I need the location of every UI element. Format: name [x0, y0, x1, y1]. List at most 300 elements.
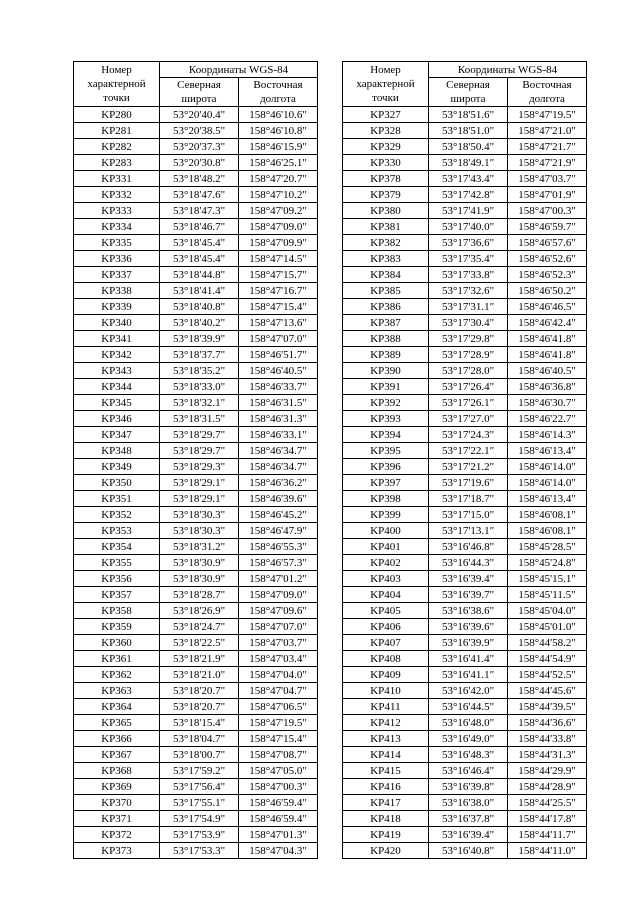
longitude-cell: 158°47'09.2" [239, 203, 318, 219]
latitude-cell: 53°18'44.8" [160, 267, 239, 283]
table-row [343, 203, 587, 219]
table-row [343, 331, 587, 347]
point-id-cell: KP351 [74, 491, 160, 507]
longitude-cell: 158°47'14.5" [239, 251, 318, 267]
longitude-cell: 158°46'13.4" [508, 491, 587, 507]
table-row [343, 715, 587, 731]
longitude-cell: 158°47'16.7" [239, 283, 318, 299]
table-row [74, 299, 318, 315]
point-id-cell: KP408 [343, 651, 429, 667]
point-id-cell: KP399 [343, 507, 429, 523]
header-east-lon: Восточная долгота [508, 78, 587, 107]
table-row [74, 395, 318, 411]
latitude-cell: 53°18'00.7" [160, 747, 239, 763]
table-row [343, 251, 587, 267]
longitude-cell: 158°46'40.5" [239, 363, 318, 379]
table-row [343, 619, 587, 635]
latitude-cell: 53°18'26.9" [160, 603, 239, 619]
table-row [74, 699, 318, 715]
latitude-cell: 53°17'56.4" [160, 779, 239, 795]
point-id-cell: KP336 [74, 251, 160, 267]
table-row [74, 667, 318, 683]
longitude-cell: 158°46'42.4" [508, 315, 587, 331]
point-id-cell: KP355 [74, 555, 160, 571]
latitude-cell: 53°17'43.4" [429, 171, 508, 187]
latitude-cell: 53°16'39.9" [429, 635, 508, 651]
header-north-lat: Северная широта [429, 78, 508, 107]
table-row [74, 523, 318, 539]
point-id-cell: KP358 [74, 603, 160, 619]
table-row [74, 107, 318, 123]
longitude-cell: 158°46'40.5" [508, 363, 587, 379]
header-east-lon: Восточная долгота [239, 78, 318, 107]
latitude-cell: 53°16'48.0" [429, 715, 508, 731]
table-row [74, 715, 318, 731]
table-row [343, 731, 587, 747]
latitude-cell: 53°16'39.7" [429, 587, 508, 603]
point-id-cell: KP387 [343, 315, 429, 331]
header-point-number: Номер характерной точки [74, 62, 160, 107]
table-row [74, 795, 318, 811]
latitude-cell: 53°16'39.4" [429, 571, 508, 587]
point-id-cell: KP282 [74, 139, 160, 155]
point-id-cell: KP404 [343, 587, 429, 603]
point-id-cell: KP344 [74, 379, 160, 395]
point-id-cell: KP369 [74, 779, 160, 795]
latitude-cell: 53°17'13.1" [429, 523, 508, 539]
longitude-cell: 158°46'30.7" [508, 395, 587, 411]
point-id-cell: KP357 [74, 587, 160, 603]
point-id-cell: KP364 [74, 699, 160, 715]
latitude-cell: 53°16'41.1" [429, 667, 508, 683]
table-row [343, 571, 587, 587]
point-id-cell: KP329 [343, 139, 429, 155]
table-row [343, 459, 587, 475]
longitude-cell: 158°46'33.1" [239, 427, 318, 443]
longitude-cell: 158°44'11.7" [508, 827, 587, 843]
point-id-cell: KP330 [343, 155, 429, 171]
longitude-cell: 158°46'55.3" [239, 539, 318, 555]
longitude-cell: 158°46'57.6" [508, 235, 587, 251]
longitude-cell: 158°45'04.0" [508, 603, 587, 619]
table-row [343, 795, 587, 811]
point-id-cell: KP360 [74, 635, 160, 651]
longitude-cell: 158°46'08.1" [508, 523, 587, 539]
longitude-cell: 158°46'39.6" [239, 491, 318, 507]
longitude-cell: 158°44'36.6" [508, 715, 587, 731]
table-row [343, 363, 587, 379]
latitude-cell: 53°17'32.6" [429, 283, 508, 299]
point-id-cell: KP403 [343, 571, 429, 587]
latitude-cell: 53°18'30.3" [160, 523, 239, 539]
table-row [343, 267, 587, 283]
table-row [74, 587, 318, 603]
point-id-cell: KP398 [343, 491, 429, 507]
table-row [74, 827, 318, 843]
point-id-cell: KP382 [343, 235, 429, 251]
longitude-cell: 158°47'03.7" [239, 635, 318, 651]
point-id-cell: KP419 [343, 827, 429, 843]
point-id-cell: KP350 [74, 475, 160, 491]
table-row [343, 475, 587, 491]
table-row [74, 123, 318, 139]
point-id-cell: KP385 [343, 283, 429, 299]
table-row [343, 235, 587, 251]
longitude-cell: 158°47'01.2" [239, 571, 318, 587]
latitude-cell: 53°18'45.4" [160, 251, 239, 267]
point-id-cell: KP400 [343, 523, 429, 539]
table-body-left [74, 107, 318, 859]
table-row [74, 251, 318, 267]
table-row [343, 395, 587, 411]
table-row [343, 123, 587, 139]
longitude-cell: 158°45'24.8" [508, 555, 587, 571]
latitude-cell: 53°17'42.8" [429, 187, 508, 203]
longitude-cell: 158°46'34.7" [239, 459, 318, 475]
latitude-cell: 53°18'04.7" [160, 731, 239, 747]
longitude-cell: 158°46'31.5" [239, 395, 318, 411]
table-row [343, 155, 587, 171]
longitude-cell: 158°44'39.5" [508, 699, 587, 715]
longitude-cell: 158°47'15.4" [239, 731, 318, 747]
latitude-cell: 53°18'51.0" [429, 123, 508, 139]
point-id-cell: KP420 [343, 843, 429, 859]
longitude-cell: 158°47'00.3" [508, 203, 587, 219]
point-id-cell: KP386 [343, 299, 429, 315]
latitude-cell: 53°16'40.8" [429, 843, 508, 859]
latitude-cell: 53°17'28.9" [429, 347, 508, 363]
longitude-cell: 158°44'29.9" [508, 763, 587, 779]
longitude-cell: 158°46'50.2" [508, 283, 587, 299]
longitude-cell: 158°46'41.8" [508, 331, 587, 347]
point-id-cell: KP371 [74, 811, 160, 827]
longitude-cell: 158°46'22.7" [508, 411, 587, 427]
table-row [343, 523, 587, 539]
latitude-cell: 53°18'41.4" [160, 283, 239, 299]
table-row [343, 283, 587, 299]
table-row [343, 667, 587, 683]
table-row [74, 811, 318, 827]
latitude-cell: 53°17'33.8" [429, 267, 508, 283]
point-id-cell: KP397 [343, 475, 429, 491]
longitude-cell: 158°46'51.7" [239, 347, 318, 363]
latitude-cell: 53°18'48.2" [160, 171, 239, 187]
point-id-cell: KP339 [74, 299, 160, 315]
point-id-cell: KP418 [343, 811, 429, 827]
longitude-cell: 158°46'36.2" [239, 475, 318, 491]
longitude-cell: 158°45'01.0" [508, 619, 587, 635]
latitude-cell: 53°20'38.5" [160, 123, 239, 139]
table-row [343, 219, 587, 235]
table-row [343, 843, 587, 859]
point-id-cell: KP416 [343, 779, 429, 795]
latitude-cell: 53°18'29.1" [160, 475, 239, 491]
latitude-cell: 53°16'42.0" [429, 683, 508, 699]
table-row [74, 731, 318, 747]
table-row [74, 747, 318, 763]
table-row [343, 427, 587, 443]
latitude-cell: 53°18'20.7" [160, 699, 239, 715]
longitude-cell: 158°46'13.4" [508, 443, 587, 459]
latitude-cell: 53°16'49.0" [429, 731, 508, 747]
latitude-cell: 53°18'29.7" [160, 443, 239, 459]
table-row [343, 443, 587, 459]
latitude-cell: 53°17'29.8" [429, 331, 508, 347]
latitude-cell: 53°16'39.8" [429, 779, 508, 795]
point-id-cell: KP341 [74, 331, 160, 347]
latitude-cell: 53°18'32.1" [160, 395, 239, 411]
point-id-cell: KP396 [343, 459, 429, 475]
longitude-cell: 158°46'10.6" [239, 107, 318, 123]
longitude-cell: 158°46'14.0" [508, 475, 587, 491]
longitude-cell: 158°46'14.3" [508, 427, 587, 443]
latitude-cell: 53°18'29.1" [160, 491, 239, 507]
point-id-cell: KP349 [74, 459, 160, 475]
longitude-cell: 158°47'09.6" [239, 603, 318, 619]
point-id-cell: KP412 [343, 715, 429, 731]
latitude-cell: 53°18'50.4" [429, 139, 508, 155]
table-row [74, 267, 318, 283]
latitude-cell: 53°17'30.4" [429, 315, 508, 331]
point-id-cell: KP366 [74, 731, 160, 747]
latitude-cell: 53°17'55.1" [160, 795, 239, 811]
point-id-cell: KP410 [343, 683, 429, 699]
latitude-cell: 53°17'27.0" [429, 411, 508, 427]
longitude-cell: 158°46'10.8" [239, 123, 318, 139]
point-id-cell: KP335 [74, 235, 160, 251]
point-id-cell: KP342 [74, 347, 160, 363]
point-id-cell: KP327 [343, 107, 429, 123]
point-id-cell: KP407 [343, 635, 429, 651]
latitude-cell: 53°20'30.8" [160, 155, 239, 171]
longitude-cell: 158°44'28.9" [508, 779, 587, 795]
longitude-cell: 158°46'15.9" [239, 139, 318, 155]
point-id-cell: KP343 [74, 363, 160, 379]
table-row [74, 555, 318, 571]
table-row [74, 651, 318, 667]
point-id-cell: KP338 [74, 283, 160, 299]
table-row [343, 187, 587, 203]
point-id-cell: KP372 [74, 827, 160, 843]
point-id-cell: KP392 [343, 395, 429, 411]
table-row [74, 187, 318, 203]
longitude-cell: 158°47'00.3" [239, 779, 318, 795]
point-id-cell: KP283 [74, 155, 160, 171]
table-row [74, 171, 318, 187]
point-id-cell: KP380 [343, 203, 429, 219]
longitude-cell: 158°47'01.9" [508, 187, 587, 203]
point-id-cell: KP395 [343, 443, 429, 459]
point-id-cell: KP348 [74, 443, 160, 459]
point-id-cell: KP417 [343, 795, 429, 811]
table-row [343, 379, 587, 395]
point-id-cell: KP328 [343, 123, 429, 139]
table-row [74, 475, 318, 491]
longitude-cell: 158°47'13.6" [239, 315, 318, 331]
table-row [74, 603, 318, 619]
table-row [74, 635, 318, 651]
longitude-cell: 158°47'15.7" [239, 267, 318, 283]
point-id-cell: KP370 [74, 795, 160, 811]
latitude-cell: 53°16'46.4" [429, 763, 508, 779]
table-row [343, 603, 587, 619]
table-row [74, 315, 318, 331]
point-id-cell: KP384 [343, 267, 429, 283]
table-body-right [343, 107, 587, 859]
latitude-cell: 53°16'44.5" [429, 699, 508, 715]
table-row [343, 587, 587, 603]
latitude-cell: 53°16'38.6" [429, 603, 508, 619]
point-id-cell: KP381 [343, 219, 429, 235]
longitude-cell: 158°45'11.5" [508, 587, 587, 603]
longitude-cell: 158°44'11.0" [508, 843, 587, 859]
latitude-cell: 53°17'24.3" [429, 427, 508, 443]
longitude-cell: 158°47'04.0" [239, 667, 318, 683]
table-row [74, 539, 318, 555]
latitude-cell: 53°17'19.6" [429, 475, 508, 491]
point-id-cell: KP390 [343, 363, 429, 379]
longitude-cell: 158°44'17.8" [508, 811, 587, 827]
latitude-cell: 53°16'39.6" [429, 619, 508, 635]
point-id-cell: KP281 [74, 123, 160, 139]
longitude-cell: 158°44'33.8" [508, 731, 587, 747]
point-id-cell: KP411 [343, 699, 429, 715]
latitude-cell: 53°17'22.1" [429, 443, 508, 459]
table-row [343, 299, 587, 315]
longitude-cell: 158°45'15.1" [508, 571, 587, 587]
longitude-cell: 158°46'08.1" [508, 507, 587, 523]
longitude-cell: 158°46'31.3" [239, 411, 318, 427]
longitude-cell: 158°47'04.7" [239, 683, 318, 699]
latitude-cell: 53°16'37.8" [429, 811, 508, 827]
latitude-cell: 53°18'47.3" [160, 203, 239, 219]
table-row [343, 635, 587, 651]
point-id-cell: KP346 [74, 411, 160, 427]
longitude-cell: 158°46'47.9" [239, 523, 318, 539]
point-id-cell: KP415 [343, 763, 429, 779]
table-row [74, 507, 318, 523]
point-id-cell: KP353 [74, 523, 160, 539]
table-row [74, 683, 318, 699]
table-row [74, 571, 318, 587]
latitude-cell: 53°18'33.0" [160, 379, 239, 395]
table-row [74, 219, 318, 235]
table-row [74, 411, 318, 427]
longitude-cell: 158°46'46.5" [508, 299, 587, 315]
latitude-cell: 53°17'31.1" [429, 299, 508, 315]
table-row [343, 107, 587, 123]
point-id-cell: KP391 [343, 379, 429, 395]
point-id-cell: KP394 [343, 427, 429, 443]
latitude-cell: 53°18'15.4" [160, 715, 239, 731]
table-row [343, 347, 587, 363]
latitude-cell: 53°18'22.5" [160, 635, 239, 651]
table-row [74, 363, 318, 379]
point-id-cell: KP383 [343, 251, 429, 267]
table-row [74, 155, 318, 171]
longitude-cell: 158°46'59.7" [508, 219, 587, 235]
latitude-cell: 53°18'28.7" [160, 587, 239, 603]
longitude-cell: 158°47'09.0" [239, 587, 318, 603]
latitude-cell: 53°20'37.3" [160, 139, 239, 155]
longitude-cell: 158°46'59.4" [239, 795, 318, 811]
point-id-cell: KP361 [74, 651, 160, 667]
header-coords-title: Координаты WGS-84 [429, 62, 587, 78]
latitude-cell: 53°16'48.3" [429, 747, 508, 763]
point-id-cell: KP280 [74, 107, 160, 123]
longitude-cell: 158°47'19.5" [239, 715, 318, 731]
latitude-cell: 53°16'41.4" [429, 651, 508, 667]
latitude-cell: 53°17'59.2" [160, 763, 239, 779]
table-row [343, 779, 587, 795]
table-row [74, 347, 318, 363]
point-id-cell: KP340 [74, 315, 160, 331]
latitude-cell: 53°17'53.3" [160, 843, 239, 859]
latitude-cell: 53°18'21.0" [160, 667, 239, 683]
longitude-cell: 158°47'05.0" [239, 763, 318, 779]
latitude-cell: 53°18'47.6" [160, 187, 239, 203]
point-id-cell: KP331 [74, 171, 160, 187]
latitude-cell: 53°18'29.7" [160, 427, 239, 443]
latitude-cell: 53°18'30.9" [160, 555, 239, 571]
longitude-cell: 158°46'41.8" [508, 347, 587, 363]
longitude-cell: 158°46'34.7" [239, 443, 318, 459]
point-id-cell: KP345 [74, 395, 160, 411]
latitude-cell: 53°18'31.5" [160, 411, 239, 427]
latitude-cell: 53°17'26.1" [429, 395, 508, 411]
point-id-cell: KP401 [343, 539, 429, 555]
longitude-cell: 158°47'07.0" [239, 619, 318, 635]
longitude-cell: 158°47'21.7" [508, 139, 587, 155]
latitude-cell: 53°18'21.9" [160, 651, 239, 667]
longitude-cell: 158°47'09.9" [239, 235, 318, 251]
latitude-cell: 53°17'41.9" [429, 203, 508, 219]
point-id-cell: KP367 [74, 747, 160, 763]
longitude-cell: 158°47'03.4" [239, 651, 318, 667]
latitude-cell: 53°17'18.7" [429, 491, 508, 507]
longitude-cell: 158°46'45.2" [239, 507, 318, 523]
longitude-cell: 158°47'03.7" [508, 171, 587, 187]
longitude-cell: 158°47'09.0" [239, 219, 318, 235]
latitude-cell: 53°17'53.9" [160, 827, 239, 843]
longitude-cell: 158°47'06.5" [239, 699, 318, 715]
header-north-lat: Северная широта [160, 78, 239, 107]
coordinates-table-right [342, 61, 587, 859]
latitude-cell: 53°18'46.7" [160, 219, 239, 235]
point-id-cell: KP413 [343, 731, 429, 747]
latitude-cell: 53°16'46.8" [429, 539, 508, 555]
table-row [343, 747, 587, 763]
table-row [343, 491, 587, 507]
point-id-cell: KP354 [74, 539, 160, 555]
point-id-cell: KP414 [343, 747, 429, 763]
longitude-cell: 158°46'33.7" [239, 379, 318, 395]
point-id-cell: KP402 [343, 555, 429, 571]
table-row [74, 427, 318, 443]
latitude-cell: 53°18'37.7" [160, 347, 239, 363]
latitude-cell: 53°18'40.8" [160, 299, 239, 315]
table-row [343, 411, 587, 427]
point-id-cell: KP368 [74, 763, 160, 779]
longitude-cell: 158°46'14.0" [508, 459, 587, 475]
latitude-cell: 53°18'49.1" [429, 155, 508, 171]
latitude-cell: 53°17'28.0" [429, 363, 508, 379]
table-row [343, 315, 587, 331]
longitude-cell: 158°47'21.0" [508, 123, 587, 139]
latitude-cell: 53°18'30.9" [160, 571, 239, 587]
latitude-cell: 53°17'54.9" [160, 811, 239, 827]
point-id-cell: KP333 [74, 203, 160, 219]
